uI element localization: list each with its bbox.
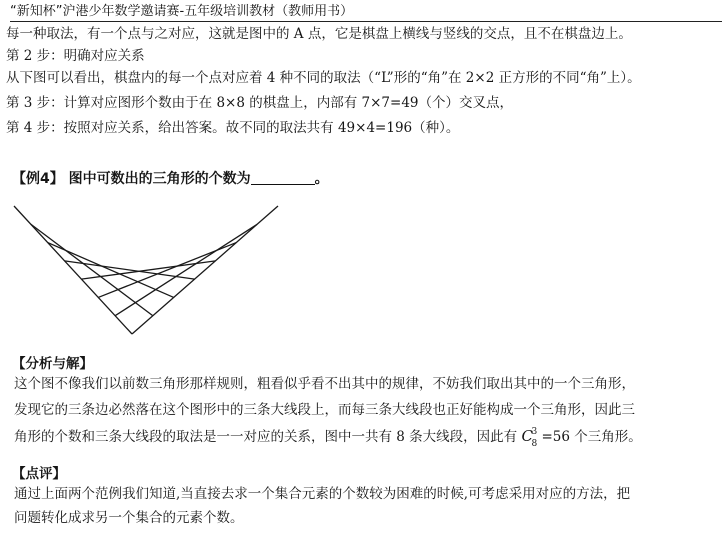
analysis-line-2: 发现它的三条边必然落在这个图形中的三条大线段上，而每三条大线段也正好能构成一个三角形，因此三 (14, 402, 635, 418)
page-header (10, 3, 722, 22)
comb-sup: 3 (531, 427, 538, 437)
analysis-heading: 【分析与解】 (12, 356, 93, 372)
comb-letter: C (521, 427, 533, 445)
answer-blank (251, 170, 315, 185)
analysis-line-1: 这个图不像我们以前数三角形那样规则，粗看似乎看不出其中的规律，不妨我们取出其中的一个三角形， (14, 376, 635, 392)
intro-line-1: 每一种取法，有一个点与之对应，这就是图中的 A 点，它是棋盘上横线与竖线的交点，且不在棋盘边上。 (6, 26, 632, 42)
analysis-line-3-text: 角形的个数和三条大线段的取法是一一对应的关系，图中一共有 8 条大线段，因此有 (14, 429, 522, 445)
example-question: 图中可数出的三角形的个数为 (68, 171, 251, 187)
example-label: 【例4】 (12, 171, 64, 187)
comment-line-1: 通过上面两个范例我们知道,当直接去求一个集合元素的个数较为困难的时候,可考虑采用对应的方法，把 (14, 486, 631, 502)
figure-cross-line-2 (48, 243, 174, 298)
example-4 (12, 168, 329, 188)
intro-line-5: 第 4 步：按照对应关系，给出答案。故不同的取法共有 49×4=196（种）。 (6, 120, 460, 136)
triangle-figure (10, 200, 282, 340)
comb-sub: 8 (531, 439, 538, 449)
example-end: 。 (314, 171, 329, 187)
combination-symbol (521, 426, 541, 449)
figure-cross-line-1 (31, 224, 153, 315)
analysis-line-3-end: =56 个三角形。 (541, 429, 642, 445)
intro-line-2: 第 2 步：明确对应关系 (6, 48, 145, 64)
analysis-line-3 (14, 426, 642, 447)
comment-line-2: 问题转化成求另一个集合的元素个数。 (14, 510, 244, 526)
intro-line-3: 从下图可以看出，棋盘内的每一个点对应着 4 种不同的取法（“L”形的“角”在 2×2 正方形的不同“角”上）。 (6, 70, 641, 86)
intro-line-4: 第 3 步：计算对应图形个数由于在 8×8 的棋盘上，内部有 7×7=49（个）交叉点， (6, 95, 514, 111)
header-title: “新知杯”沪港少年数学邀请赛-五年级培训教材（教师用书） (10, 4, 354, 19)
comment-heading: 【点评】 (12, 466, 66, 482)
figure-cross-line-6 (115, 224, 257, 315)
